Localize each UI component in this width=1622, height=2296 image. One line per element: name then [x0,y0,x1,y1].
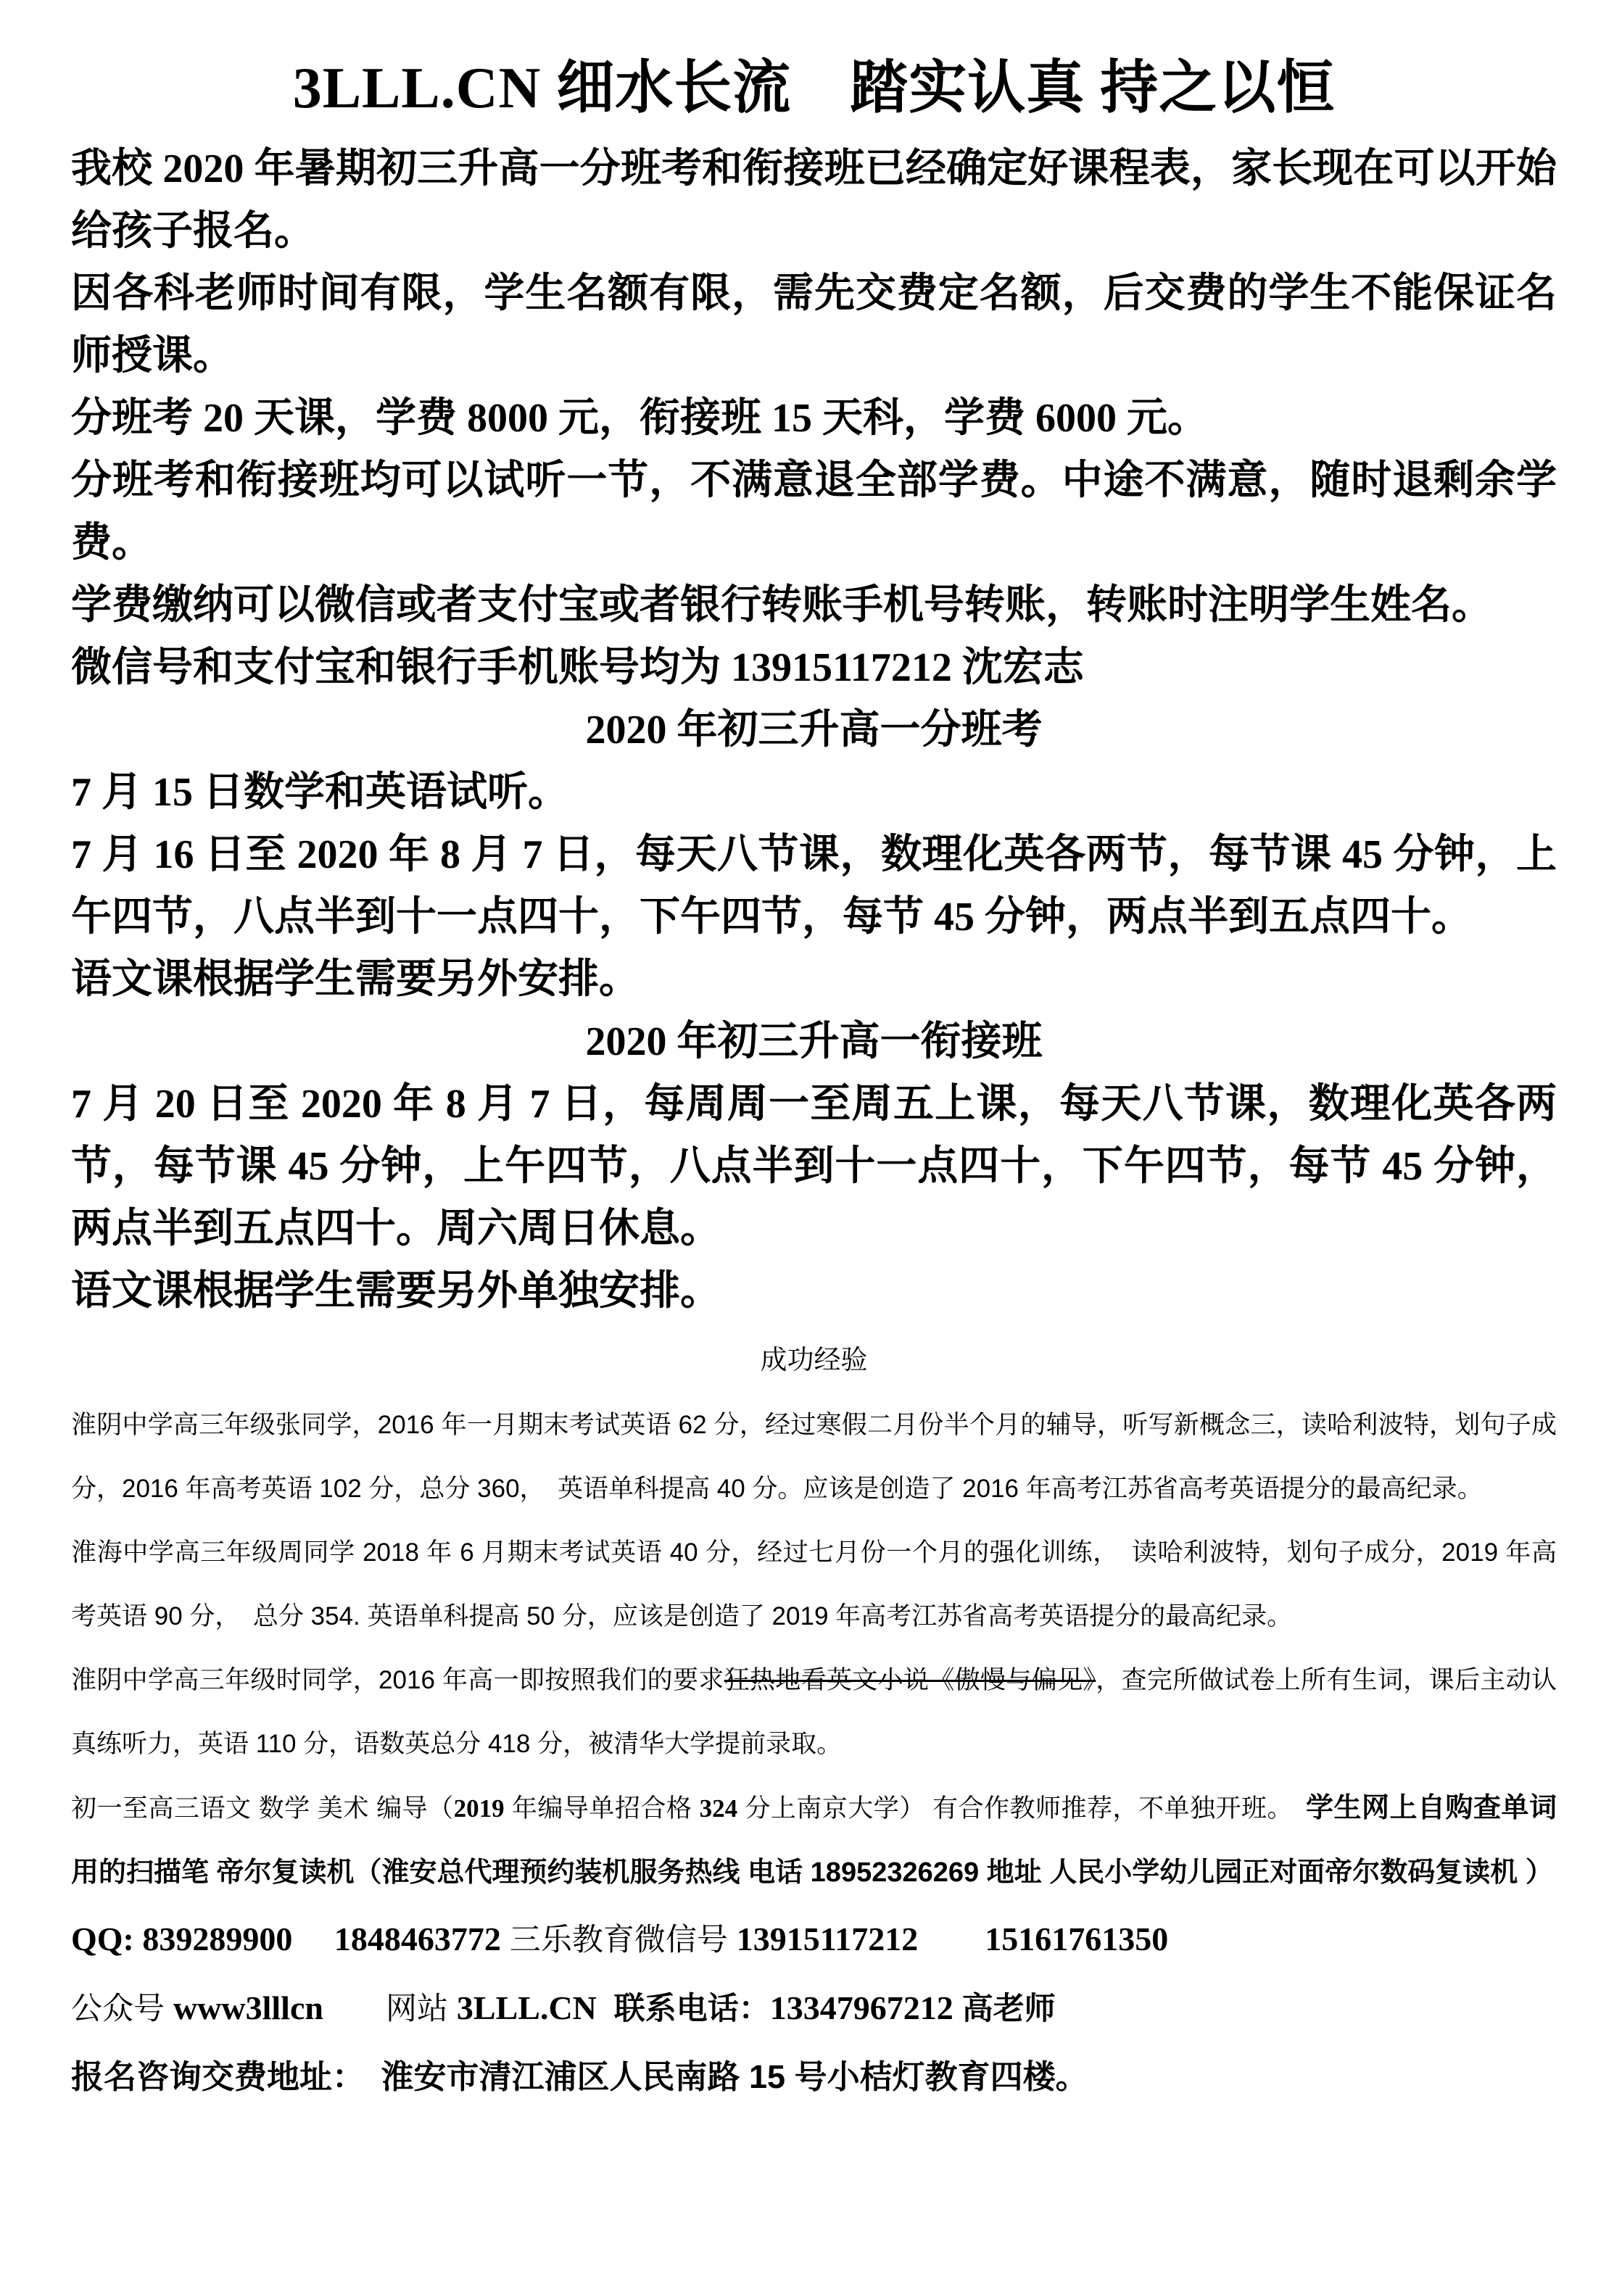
courses-paragraph [71,1776,1557,1905]
courses-year: 2019 [453,1794,505,1823]
bridge-class-paragraph-2: 语文课根据学生需要另外单独安排。 [71,1269,721,1314]
success-story-1: 淮阴中学高三年级张同学，2016 年一月期末考试英语 62 分，经过寒假二月份半个月的辅导，听写新概念三，读哈利波特，划句子成分，2016 年高考英语 102 分，总分 360， 英语单科提高 40 分。应该是创造了 2016 年高考江苏省高考英语提分的最高纪录。 [71,1410,1557,1503]
phone-label: 联系电话： [596,1991,770,2026]
intro-paragraph-4: 分班考和衔接班均可以试听一节，不满意退全部学费。中途不满意，随时退剩余学费。 [71,458,1557,565]
intro-paragraph-1: 我校 2020 年暑期初三升高一分班考和衔接班已经确定好课程表，家长现在可以开始给孩子报名。 [71,146,1557,254]
courses-score: 324 [699,1794,738,1823]
courses-text-1: 初一至高三语文 数学 美术 编导（ [71,1794,454,1823]
success-story-3-after: ，查完所做试卷上所有生词，课后主动认真练听力，英语 110 分，语数英总分 418 分，被清华大学提前录取。 [71,1665,1557,1758]
teacher-name: 高老师 [953,1991,1056,2026]
contact-web-line [71,1974,1557,2043]
official-account-value: www3lllcn [173,1989,323,2026]
success-story-2: 淮海中学高三年级周同学 2018 年 6 月期末考试英语 40 分，经过七月份一个月的强化训练， 读哈利波特，划句子成分，2019 年高考英语 90 分， 总分 354. 英语单科提高 50 分，应该是创造了 2019 年高考江苏省高考英语提分的最高纪录。 [71,1538,1557,1630]
placement-exam-paragraph-1: 7 月 15 日数学和英语试听。 [71,770,568,815]
success-story-3 [71,1649,1557,1776]
intro-paragraph-6: 微信号和支付宝和银行手机账号均为 13915117212 沈宏志 [71,645,1084,690]
courses-bold-text: 学生网上自购查单词用的扫描笔 帝尔复读机（淮安总代理预约装机服务热线 电话 18952326269 地址 人民小学幼儿园正对面帝尔数码复读机 ） [71,1792,1557,1888]
success-heading: 成功经验 [760,1345,868,1375]
placement-exam-heading: 2020 年初三升高一分班考 [585,708,1043,753]
intro-paragraph-3: 分班考 20 天课，学费 8000 元，衔接班 15 天科，学费 6000 元。 [71,396,1208,441]
website-value: 3LLL.CN [456,1989,597,2026]
bridge-class-paragraph-1: 7 月 20 日至 2020 年 8 月 7 日，每周周一至周五上课，每天八节课，数理化英各两节，每节课 45 分钟，上午四节，八点半到十一点四十，下午四节，每节 45 分钟，两点半到五点四十。周六周日休息。 [71,1082,1557,1251]
wechat-numbers: 13915117212 15161761350 [736,1920,1169,1957]
qq-label: QQ: [71,1920,143,1957]
courses-text-2: 年编导单招合格 [504,1794,700,1823]
address-label: 报名咨询交费地址： [71,2057,381,2095]
contact-address-line [71,2043,1557,2111]
page-title: 3LLL.CN 细水长流 踏实认真 持之以恒 [292,57,1336,120]
address-value: 淮安市清江浦区人民南路 15 号小桔灯教育四楼。 [381,2057,1088,2095]
official-account-label: 公众号 [71,1991,173,2026]
qq-numbers: 839289900 1848463772 [142,1920,501,1957]
intro-paragraph-2: 因各科老师时间有限，学生名额有限，需先交费定名额，后交费的学生不能保证名师授课。 [71,271,1557,378]
contact-qq-line [71,1905,1557,1974]
bridge-class-heading: 2020 年初三升高一衔接班 [585,1019,1043,1064]
strikethrough-text: 狂热地看英文小说《傲慢与偏见》 [724,1665,1096,1694]
placement-exam-paragraph-3: 语文课根据学生需要另外安排。 [71,957,640,1002]
phone-number: 13347967212 [769,1989,953,2026]
courses-text-3: 分上南京大学） 有合作教师推荐，不单独开班。 [737,1794,1306,1823]
success-story-3-before: 淮阴中学高三年级时同学，2016 年高一即按照我们的要求 [71,1665,724,1694]
placement-exam-paragraph-2: 7 月 16 日至 2020 年 8 月 7 日，每天八节课，数理化英各两节，每节课 45 分钟，上午四节，八点半到十一点四十，下午四节，每节 45 分钟，两点半到五点四十。 [71,832,1557,940]
wechat-label: 三乐教育微信号 [500,1922,737,1957]
website-label: 网站 [323,1991,457,2026]
intro-paragraph-5: 学费缴纳可以微信或者支付宝或者银行转账手机号转账，转账时注明学生姓名。 [71,583,1492,628]
